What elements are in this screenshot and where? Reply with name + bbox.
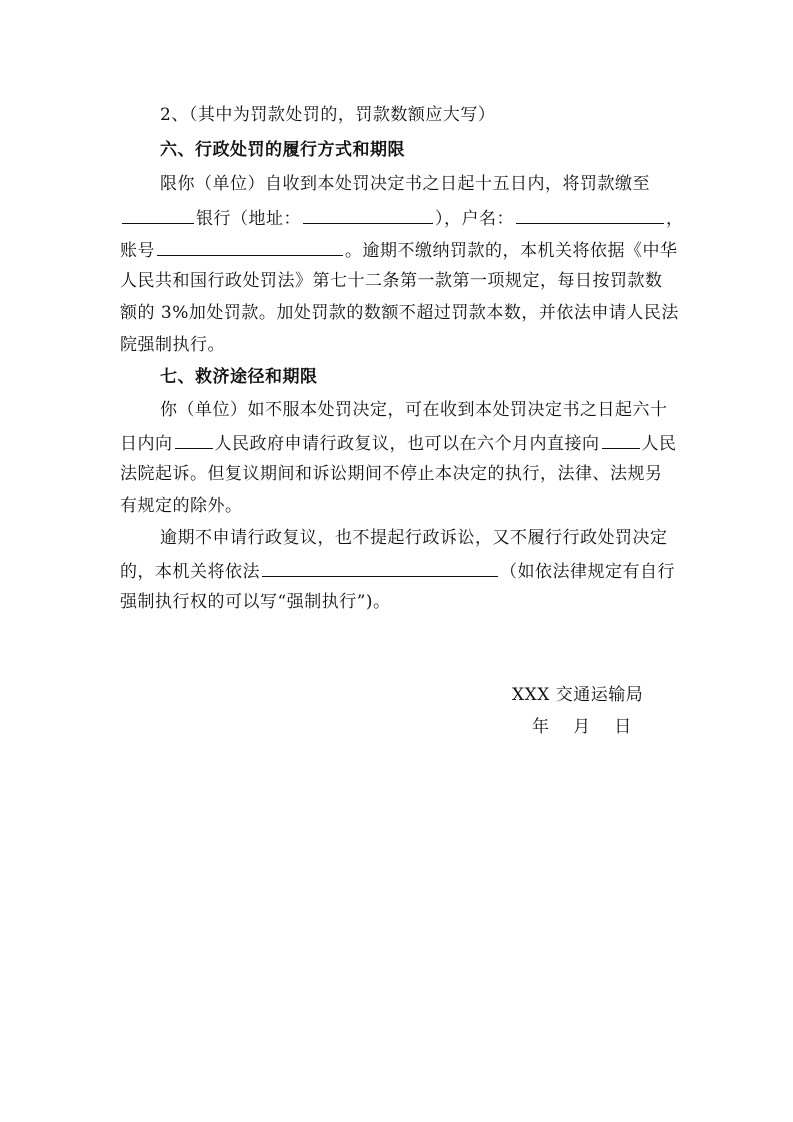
section-6-line-6: 院强制执行。	[120, 335, 225, 355]
section-7-line-2	[120, 431, 677, 455]
section-7-line-4: 有规定的除外。	[120, 496, 243, 516]
bank-label: 银行（地址：	[196, 209, 301, 229]
bank-address-blank	[303, 206, 433, 224]
item-2-text: 2、（其中为罚款处罚的，罚款数额应大写）	[160, 105, 496, 125]
section-7-line-6-a: 的，本机关将依法	[120, 562, 260, 582]
section-6-line-3-tail: 。逾期不缴纳罚款的，本机关将依据《中华	[345, 241, 678, 261]
section-6-line-5: 额的 3%加处罚款。加处罚款的数额不超过罚款本数，并依法申请人民法	[120, 303, 679, 323]
signature-org: XXX 交通运输局	[512, 685, 644, 705]
section-7-heading: 七、救济途径和期限	[160, 367, 318, 387]
section-7-line-5: 逾期不申请行政复议，也不提起行政诉讼，又不履行行政处罚决定	[160, 528, 668, 548]
section-7-line-7: 强制执行权的可以写“强制执行”)。	[120, 592, 391, 612]
section-7-line-6-b: （如依法律规定有自行	[500, 562, 675, 582]
bank-name-blank	[122, 206, 194, 224]
section-6-heading: 六、行政处罚的履行方式和期限	[160, 140, 405, 160]
section-6-line-4: 人民共和国行政处罚法》第七十二条第一款第一项规定，每日按罚款数	[120, 271, 663, 291]
section-7-line-6	[120, 559, 675, 583]
court-blank	[602, 431, 640, 449]
section-7-line-2-c: 人民	[641, 434, 677, 454]
comma-text: ，	[666, 209, 684, 229]
section-7-line-2-a: 日内向	[120, 434, 173, 454]
account-name-blank	[516, 206, 664, 224]
section-6-line-1: 限你（单位）自收到本处罚决定书之日起十五日内，将罚款缴至	[160, 174, 650, 194]
enforcement-blank	[262, 559, 498, 577]
account-name-label: ），户名：	[435, 209, 514, 229]
account-number-blank	[157, 238, 343, 256]
signature-date: 年 月 日	[532, 717, 632, 737]
section-6-line-2	[120, 206, 684, 230]
government-blank	[175, 431, 213, 449]
section-6-line-3	[120, 238, 678, 262]
account-number-label: 账号	[120, 241, 155, 261]
section-7-line-2-b: 人民政府申请行政复议，也可以在六个月内直接向	[214, 434, 600, 454]
section-7-line-1: 你（单位）如不服本处罚决定，可在收到本处罚决定书之日起六十	[160, 400, 668, 420]
section-7-line-3: 法院起诉。但复议期间和诉讼期间不停止本决定的执行，法律、法规另	[120, 464, 663, 484]
